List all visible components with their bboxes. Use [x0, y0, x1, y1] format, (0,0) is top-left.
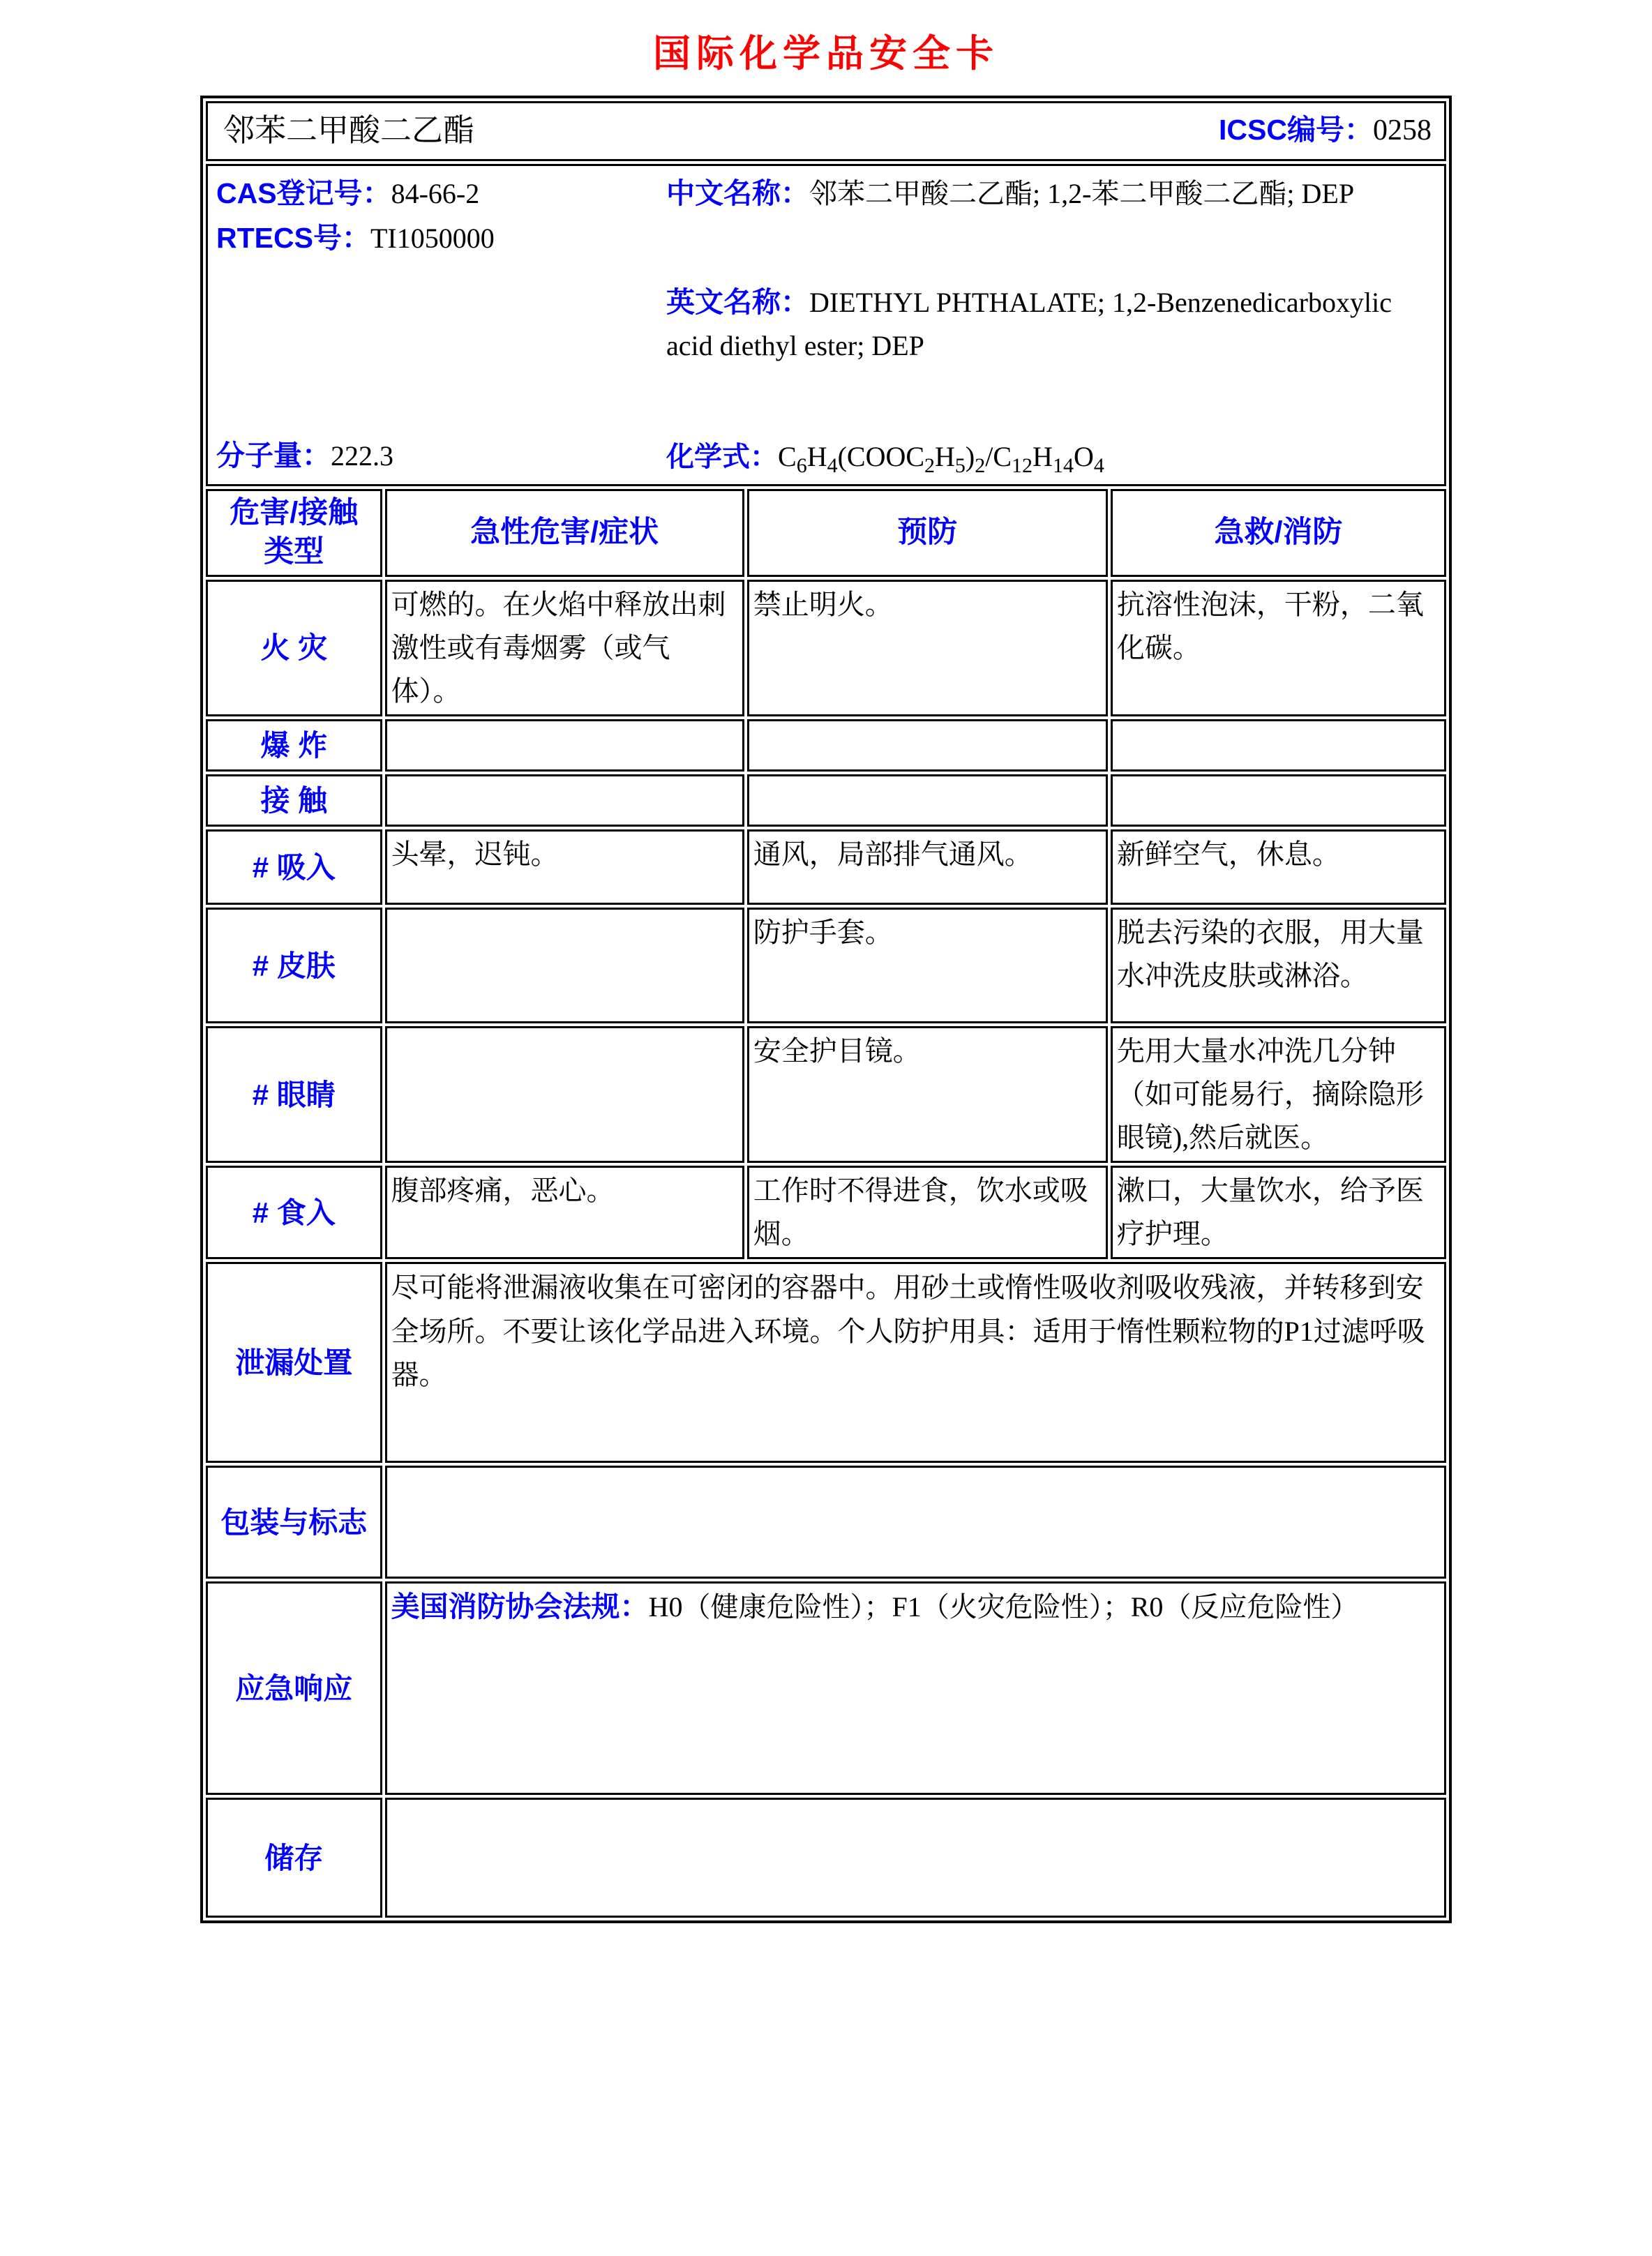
- row-label-inhalation: # 吸入: [206, 829, 382, 905]
- skin-prevention-cell: 防护手套。: [747, 908, 1108, 1023]
- column-header-first-aid: 急救/消防: [1111, 489, 1446, 577]
- rtecs-number-line: [216, 216, 666, 261]
- eyes-symptoms-cell: [385, 1026, 744, 1163]
- icsc-number: 0258: [1373, 114, 1432, 147]
- cas-number-line: [216, 172, 666, 216]
- molecular-weight-label: 分子量：: [216, 439, 331, 472]
- ingestion-prevention-cell: 工作时不得进食，饮水或吸烟。: [747, 1166, 1108, 1259]
- column-header-symptoms: 急性危害/症状: [385, 489, 744, 577]
- cas-label: CAS登记号：: [216, 177, 391, 209]
- chinese-name-value: 邻苯二甲酸二乙酯; 1,2-苯二甲酸二乙酯; DEP: [809, 178, 1355, 209]
- page-title: 国际化学品安全卡: [653, 33, 999, 75]
- english-name-label: 英文名称：: [666, 285, 809, 318]
- inhalation-prevention-cell: 通风，局部排气通风。: [747, 829, 1108, 905]
- packaging-labelling-cell: [385, 1466, 1446, 1579]
- hazard-row-skin: [206, 908, 1446, 1023]
- row-label-eyes: # 眼睛: [206, 1026, 382, 1163]
- hazard-row-ingestion: [206, 1166, 1446, 1259]
- chemical-formula-label: 化学式：: [666, 442, 778, 472]
- english-name-paragraph: [666, 280, 1436, 368]
- identifiers-row: [206, 164, 1446, 486]
- column-header-prevention: 预防: [747, 489, 1108, 577]
- row-label-exposure: 接 触: [206, 774, 382, 827]
- chinese-name-label: 中文名称：: [666, 177, 809, 209]
- row-label-storage: 储存: [206, 1798, 382, 1918]
- section-row-storage: [206, 1798, 1446, 1918]
- molecular-weight-value: 222.3: [331, 440, 393, 472]
- spillage-disposal-text: 尽可能将泄漏液收集在可密闭的容器中。用砂土或惰性吸收剂吸收残液，并转移到安全场所。不要让该化学品进入环境。个人防护用具：适用于惰性颗粒物的P1过滤呼吸器。: [391, 1272, 1425, 1390]
- hazard-row-exposure: [206, 774, 1446, 827]
- card-header-row: [206, 101, 1446, 161]
- cas-value: 84-66-2: [391, 178, 480, 209]
- emergency-response-lead: 美国消防协会法规：: [391, 1591, 649, 1623]
- inhalation-symptoms-cell: 头晕，迟钝。: [385, 829, 744, 905]
- row-label-emergency-response: 应急响应: [206, 1581, 382, 1795]
- chemical-formula-value: $C_6H_4(COOC_2H_5)_2/C_{12}H_{14}O_4$: [778, 441, 1104, 477]
- rtecs-label: RTECS号：: [216, 221, 370, 254]
- card-header-cell: [206, 101, 1446, 161]
- row-label-spillage-disposal: 泄漏处置: [206, 1262, 382, 1463]
- hazard-row-fire: [206, 580, 1446, 716]
- row-label-skin: # 皮肤: [206, 908, 382, 1023]
- chemical-name: 邻苯二甲酸二乙酯: [223, 113, 475, 149]
- hazard-row-explosion: [206, 719, 1446, 772]
- icsc-label: ICSC编号：: [1219, 114, 1373, 146]
- explosion-symptoms-cell: [385, 719, 744, 772]
- emergency-response-text: H0（健康危险性）；F1（火灾危险性）；R0（反应危险性）: [648, 1591, 1359, 1623]
- molecular-weight-line: [216, 434, 666, 479]
- fire-symptoms-cell: 可燃的。在火焰中释放出刺激性或有毒烟雾（或气体）。: [385, 580, 744, 716]
- hazard-row-eyes: [206, 1026, 1446, 1163]
- rtecs-value: TI1050000: [370, 222, 495, 254]
- section-row-spillage-disposal: [206, 1262, 1446, 1463]
- ingestion-first-aid-cell: 漱口，大量饮水，给予医疗护理。: [1111, 1166, 1446, 1259]
- row-label-packaging-labelling: 包装与标志: [206, 1466, 382, 1579]
- identifiers-right-column: [666, 172, 1436, 479]
- emergency-response-cell: [385, 1581, 1446, 1795]
- identifiers-cell: [206, 164, 1446, 486]
- inhalation-first-aid-cell: 新鲜空气，休息。: [1111, 829, 1446, 905]
- explosion-prevention-cell: [747, 719, 1108, 772]
- section-row-emergency-response: [206, 1581, 1446, 1795]
- exposure-symptoms-cell: [385, 774, 744, 827]
- column-header-hazard-type: 危害/接触 类型: [206, 489, 382, 577]
- chinese-name-paragraph: [666, 172, 1436, 216]
- skin-first-aid-cell: 脱去污染的衣服，用大量水冲洗皮肤或淋浴。: [1111, 908, 1446, 1023]
- ingestion-symptoms-cell: 腹部疼痛，恶心。: [385, 1166, 744, 1259]
- storage-cell: [385, 1798, 1446, 1918]
- row-label-explosion: 爆 炸: [206, 719, 382, 772]
- eyes-first-aid-cell: 先用大量水冲洗几分钟（如可能易行，摘除隐形眼镜),然后就医。: [1111, 1026, 1446, 1163]
- row-label-fire: 火 灾: [206, 580, 382, 716]
- fire-first-aid-cell: 抗溶性泡沫，干粉，二氧化碳。: [1111, 580, 1446, 716]
- exposure-prevention-cell: [747, 774, 1108, 827]
- fire-prevention-cell: 禁止明火。: [747, 580, 1108, 716]
- safety-card-table: [200, 96, 1452, 1923]
- hazard-row-inhalation: [206, 829, 1446, 905]
- spillage-disposal-cell: [385, 1262, 1446, 1463]
- chemical-formula-line: [666, 435, 1436, 479]
- identifiers-left-column: [216, 172, 666, 479]
- icsc-number-field: [1219, 108, 1432, 153]
- skin-symptoms-cell: [385, 908, 744, 1023]
- icsc-document-page: [0, 24, 1652, 1923]
- section-row-packaging-labelling: [206, 1466, 1446, 1579]
- row-label-ingestion: # 食入: [206, 1166, 382, 1259]
- explosion-first-aid-cell: [1111, 719, 1446, 772]
- table-header-row: [206, 489, 1446, 577]
- english-name-value: DIETHYL PHTHALATE; 1,2-Benzenedicarboxylic acid diethyl ester; DEP: [666, 286, 1392, 362]
- eyes-prevention-cell: 安全护目镜。: [747, 1026, 1108, 1163]
- exposure-first-aid-cell: [1111, 774, 1446, 827]
